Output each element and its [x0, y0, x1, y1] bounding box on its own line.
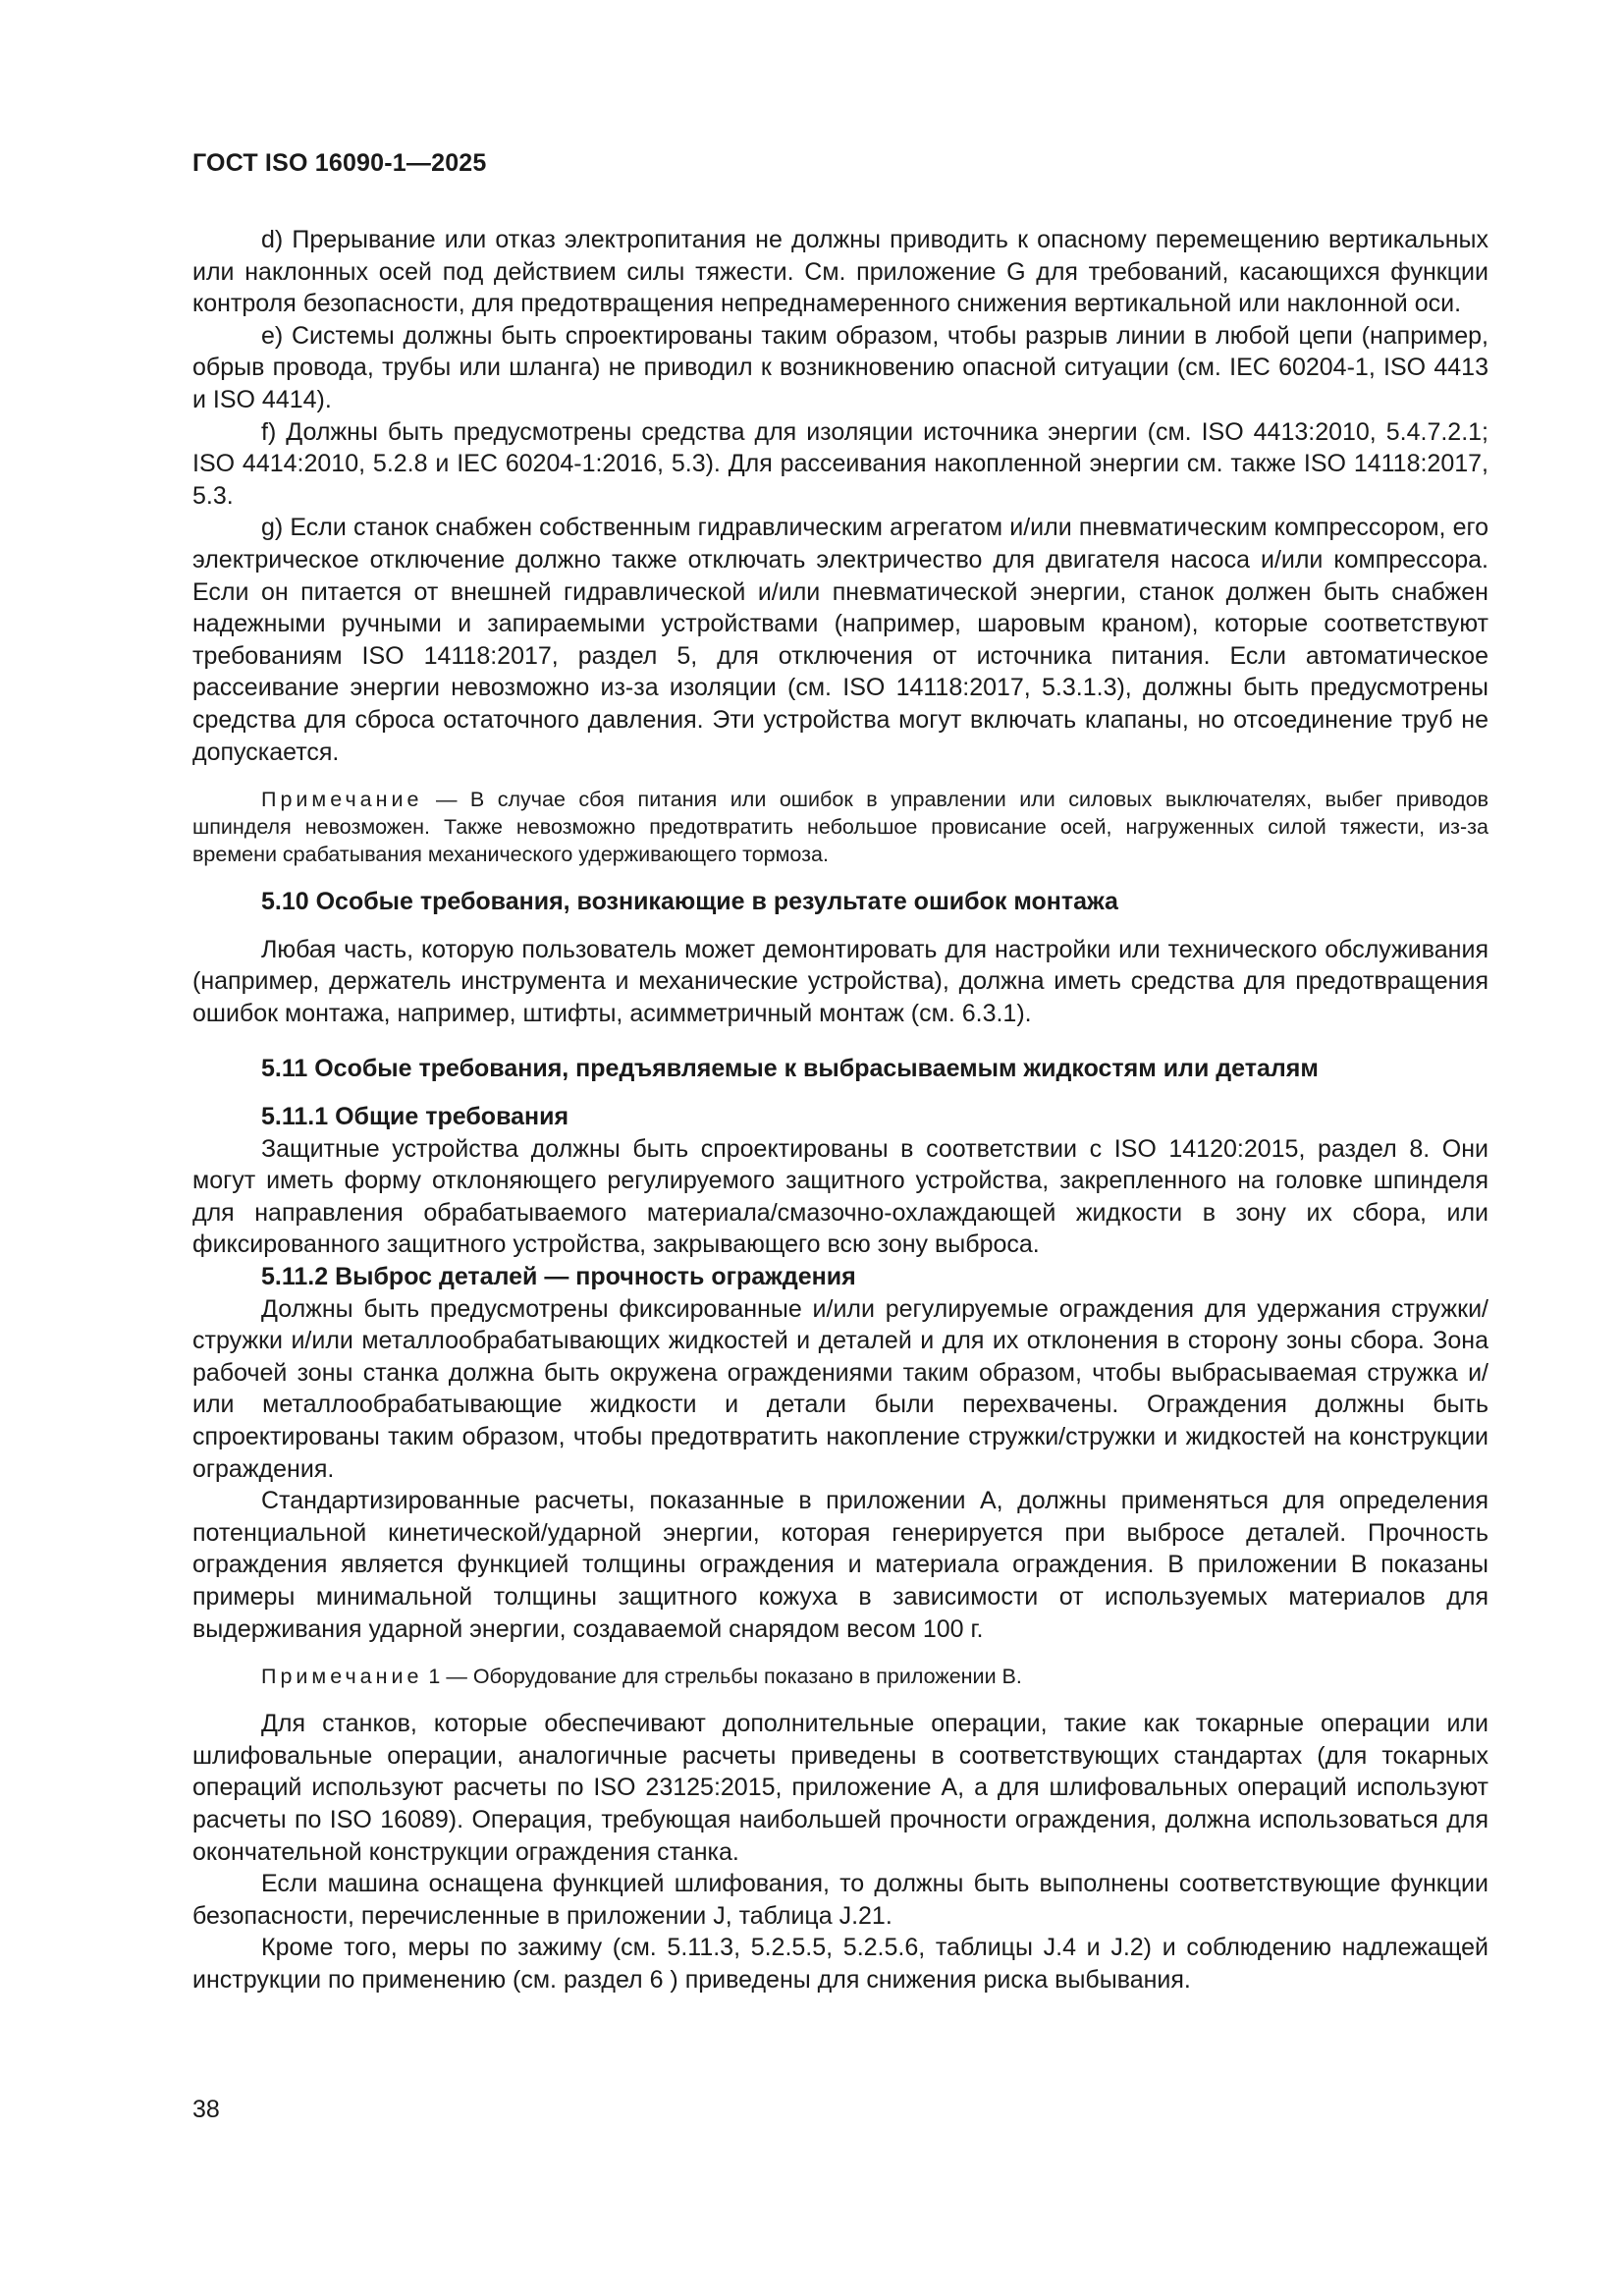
document-header: ГОСТ ISO 16090-1—2025: [192, 149, 487, 177]
paragraph-d: d) Прерывание или отказ электропитания не должны приводить к опасному перемещению вертикальных или наклонных осей под действием силы тяжести. См. приложение G для требований, касающихся функции контроля безопасности, для предотвращения непреднамеренного снижения вертикальной или наклонной оси.: [192, 226, 1488, 318]
page-number: 38: [192, 2096, 220, 2123]
note-text: — В случае сбоя питания или ошибок в управлении или силовых выключателях, выбег приводов шпинделя невозможен. Также невозможно предотвратить небольшое провисание осей, нагруженных силой тяжести, из-за времени срабатывания механического удерживающего тормоза.: [192, 788, 1488, 867]
heading-5-10: 5.10 Особые требования, возникающие в результате ошибок монтажа: [261, 888, 1118, 916]
document-body: [192, 224, 1488, 1996]
paragraph-f: f) Должны быть предусмотрены средства для изоляции источника энергии (см. ISO 4413:2010, 5.4.7.2.1; ISO 4414:2010, 5.2.8 и IEC 60204-1:2016, 5.3). Для рассеивания накопленной энергии см. также ISO 14118:2017, 5.3.: [192, 417, 1488, 510]
paragraph-5-11-2-b: Стандартизированные расчеты, показанные в приложении А, должны применяться для определения потенциальной кинетической/ударной энергии, которая генерируется при выбросе деталей. Прочность ограждения является функцией толщины ограждения и материала ограждения. В приложении В показаны примеры минимальной толщины защитного кожуха в зависимости от используемых материалов для выдерживания ударной энергии, создаваемой снарядом весом 100 г.: [192, 1487, 1488, 1643]
paragraph-5-11-2-c: Для станков, которые обеспечивают дополнительные операции, такие как токарные операции или шлифовальные операции, аналогичные расчеты приведены в соответствующих стандартах (для токарных операций используют расчеты по ISO 23125:2015, приложение А, а для шлифовальных операций используют расчеты по ISO 16089). Операция, требующая наибольшей прочности ограждения, должна использоваться для окончательной конструкции ограждения станка.: [192, 1710, 1488, 1866]
paragraph-5-11-2-e: Кроме того, меры по зажиму (см. 5.11.3, 5.2.5.5, 5.2.5.6, таблицы J.4 и J.2) и соблюдению надлежащей инструкции по применению (см. раздел 6 ) приведены для снижения риска выбывания.: [192, 1934, 1488, 1994]
paragraph-5-11-1: Защитные устройства должны быть спроектированы в соответствии с ISO 14120:2015, раздел 8. Они могут иметь форму отклоняющего регулируемого защитного устройства, закрепленного на головке шпинделя для направления обрабатываемого материала/смазочно-охлаждающей жидкости в зону их сбора, или фиксированного защитного устройства, закрывающего всю зону выброса.: [192, 1134, 1488, 1259]
heading-5-11: 5.11 Особые требования, предъявляемые к выбрасываемым жидкостям или деталям: [261, 1055, 1319, 1083]
note-text: 1 — Оборудование для стрельбы показано в приложении В.: [422, 1665, 1022, 1689]
note-shooting-equipment: [192, 1663, 1488, 1690]
heading-5-11-1: 5.11.1 Общие требования: [261, 1103, 569, 1131]
note-power-failure: [192, 786, 1488, 868]
paragraph-5-10: Любая часть, которую пользователь может демонтировать для настройки или технического обслуживания (например, держатель инструмента и механические устройства), должна иметь средства для предотвращения ошибок монтажа, например, штифты, асимметричный монтаж (см. 6.3.1).: [192, 935, 1488, 1027]
paragraph-5-11-2-d: Если машина оснащена функцией шлифования, то должны быть выполнены соответствующие функции безопасности, перечисленные в приложении J, таблица J.21.: [192, 1870, 1488, 1930]
paragraph-g: g) Если станок снабжен собственным гидравлическим агрегатом и/или пневматическим компрессором, его электрическое отключение должно также отключать электричество для двигателя насоса и/или компрессора. Если он питается от внешней гидравлической и/или пневматической энергии, станок должен быть снабжен надежными ручными и запираемыми устройствами (например, шаровым краном), которые соответствуют требованиям ISO 14118:2017, раздел 5, для отключения от источника питания. Если автоматическое рассеивание энергии невозможно из-за изоляции (см. ISO 14118:2017, 5.3.1.3), должны быть предусмотрены средства для сброса остаточного давления. Эти устройства могут включать клапаны, но отсоединение труб не допускается.: [192, 514, 1488, 766]
paragraph-e: e) Системы должны быть спроектированы таким образом, чтобы разрыв линии в любой цепи (например, обрыв провода, трубы или шланга) не приводил к возникновению опасной ситуации (см. IEC 60204-1, ISO 4413 и ISO 4414).: [192, 321, 1488, 413]
note-label: Примечание: [261, 788, 423, 812]
note-label: Примечание: [261, 1665, 423, 1689]
heading-5-11-2: 5.11.2 Выброс деталей — прочность ограждения: [261, 1263, 856, 1291]
paragraph-5-11-2-a: Должны быть предусмотрены фиксированные и/или регулируемые ограждения для удержания стружки/стружки и/или металлообрабатывающих жидкостей и деталей и для их отклонения в сторону зоны сбора. Зона рабочей зоны станка должна быть окружена ограждениями таким образом, чтобы выбрасываемая стружка и/или металлообрабатывающие жидкости и детали были перехвачены. Ограждения должны быть спроектированы таким образом, чтобы предотвратить накопление стружки/стружки и жидкостей на конструкции ограждения.: [192, 1294, 1488, 1483]
